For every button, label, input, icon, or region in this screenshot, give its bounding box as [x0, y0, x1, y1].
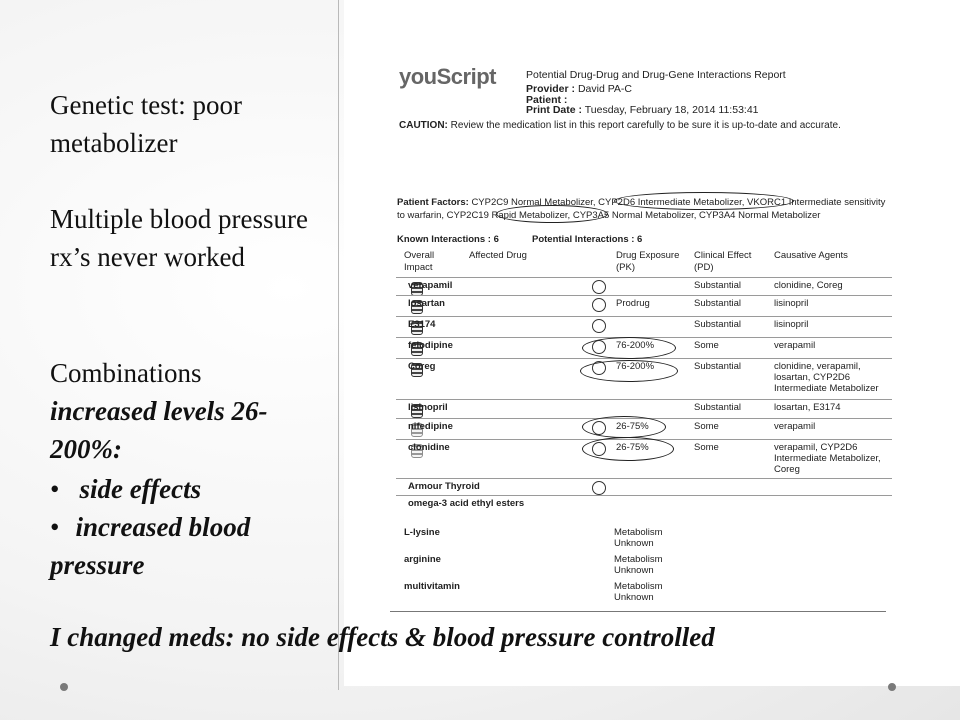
row-rule	[396, 316, 892, 317]
exposure-value: Metabolism Unknown	[614, 581, 663, 603]
exposure-value: 26-75%	[616, 421, 649, 432]
bullet-text: increased blood pressure	[50, 512, 251, 580]
col-pd: Clinical Effect (PD)	[694, 250, 752, 273]
handdrawn-circle	[582, 416, 666, 438]
bullet-text: side effects	[79, 474, 202, 504]
slide-text-increased-levels: increased levels 26-200%:	[50, 396, 268, 464]
exposure-icon	[592, 319, 606, 333]
causative-agents: lisinopril	[774, 319, 809, 330]
drug-name: omega-3 acid ethyl esters	[408, 498, 525, 509]
row-rule	[396, 399, 892, 400]
causative-agents: losartan, E3174	[774, 402, 841, 413]
handdrawn-circle	[582, 337, 676, 359]
table-row	[404, 581, 894, 601]
exposure-icon	[592, 481, 606, 495]
report-title: Potential Drug-Drug and Drug-Gene Interactions Report	[526, 69, 786, 81]
drug-name: multivitamin	[404, 581, 460, 592]
divider	[338, 0, 339, 690]
drug-name: losartan	[408, 298, 445, 309]
exposure-value: 76-200%	[616, 361, 655, 372]
exposure-value: 76-200%	[616, 340, 655, 351]
causative-agents: clonidine, verapamil, losartan, CYP2D6 Intermediate Metabolizer	[774, 361, 879, 394]
row-rule	[396, 478, 892, 479]
clinical-effect: Substantial	[694, 298, 742, 309]
table-row	[404, 498, 894, 518]
drug-name: lisinopril	[408, 402, 448, 413]
clinical-effect: Substantial	[694, 361, 742, 372]
causative-agents: verapamil	[774, 421, 816, 432]
drug-name: Armour Thyroid	[408, 481, 480, 492]
row-rule	[396, 277, 892, 278]
exposure-value: 26-75%	[616, 442, 649, 453]
causative-agents: clonidine, Coreg	[774, 280, 843, 291]
drug-name: verapamil	[408, 280, 453, 291]
drug-name: felodipine	[408, 340, 453, 351]
causative-agents: verapamil, CYP2D6 Intermediate Metabolizer, Coreg	[774, 442, 881, 475]
clinical-effect: Some	[694, 340, 719, 351]
exposure-value: Metabolism Unknown	[614, 527, 663, 549]
col-drug: Affected Drug	[469, 250, 527, 261]
exposure-value: Metabolism Unknown	[614, 554, 663, 576]
row-rule	[396, 295, 892, 296]
causative-agents: lisinopril	[774, 298, 809, 309]
table-row	[404, 554, 894, 574]
drug-name: clonidine	[408, 442, 450, 453]
drug-name: E3174	[408, 319, 436, 330]
table-row	[404, 319, 894, 339]
clinical-effect: Substantial	[694, 319, 742, 330]
slide-text-bp-rx: Multiple blood pressure rx’s never worked	[50, 204, 308, 272]
slide-dot-left	[60, 683, 68, 691]
slide-text-combinations: Combinations	[50, 358, 202, 388]
slide-bullet-1: • side effects	[50, 474, 202, 504]
col-pk: Drug Exposure (PK)	[616, 250, 680, 273]
exposure-icon	[592, 280, 606, 294]
slide-conclusion: I changed meds: no side effects & blood pressure controlled	[50, 622, 715, 652]
potential-interactions: Potential Interactions : 6	[532, 234, 643, 245]
exposure-value: Prodrug	[616, 298, 650, 309]
col-agents: Causative Agents	[774, 250, 848, 261]
caution-line: CAUTION: Review the medication list in this report carefully to be sure it is up-to-date and accurate.	[399, 120, 841, 131]
youscript-logo: youScript	[399, 64, 496, 89]
exposure-icon	[592, 298, 606, 312]
known-interactions: Known Interactions : 6	[397, 234, 499, 245]
patient-factors: Patient Factors: CYP2C9 Normal Metabolizer, CYP2D6 Intermediate Metabolizer, VKORC1 Intermediate sensitivity to warfarin, CYP2C19 Rapid Metabolizer, CYP3A5 Normal Metabolizer, CYP3A4 Normal Metabolizer	[397, 197, 886, 221]
patient-line: Patient :	[526, 94, 568, 106]
table-row	[404, 298, 894, 318]
clinical-effect: Some	[694, 442, 719, 453]
table-row	[404, 280, 894, 300]
drug-name: L-lysine	[404, 527, 440, 538]
slide-bullet-2: • increased blood pressure	[50, 512, 251, 580]
table-row	[404, 527, 894, 547]
drug-name: Coreg	[408, 361, 436, 372]
causative-agents: verapamil	[774, 340, 816, 351]
clinical-effect: Substantial	[694, 402, 742, 413]
marker-cyp2c19	[496, 205, 608, 223]
marker-cyp2d6	[614, 192, 794, 210]
slide-dot-right	[888, 683, 896, 691]
print-date-line: Print Date : Tuesday, February 18, 2014 11:53:41	[526, 104, 759, 116]
col-impact: Overall Impact	[404, 250, 435, 273]
slide-text-genetic: Genetic test: poor metabolizer	[50, 90, 242, 158]
row-rule	[396, 495, 892, 496]
clinical-effect: Substantial	[694, 280, 742, 291]
handdrawn-circle	[582, 437, 674, 461]
drug-name: nifedipine	[408, 421, 453, 432]
report-scan	[344, 0, 960, 686]
drug-name: arginine	[404, 554, 441, 565]
clinical-effect: Some	[694, 421, 719, 432]
handdrawn-circle	[580, 360, 678, 382]
provider-line: Provider : David PA-C	[526, 83, 633, 95]
bottom-rule	[390, 611, 886, 612]
